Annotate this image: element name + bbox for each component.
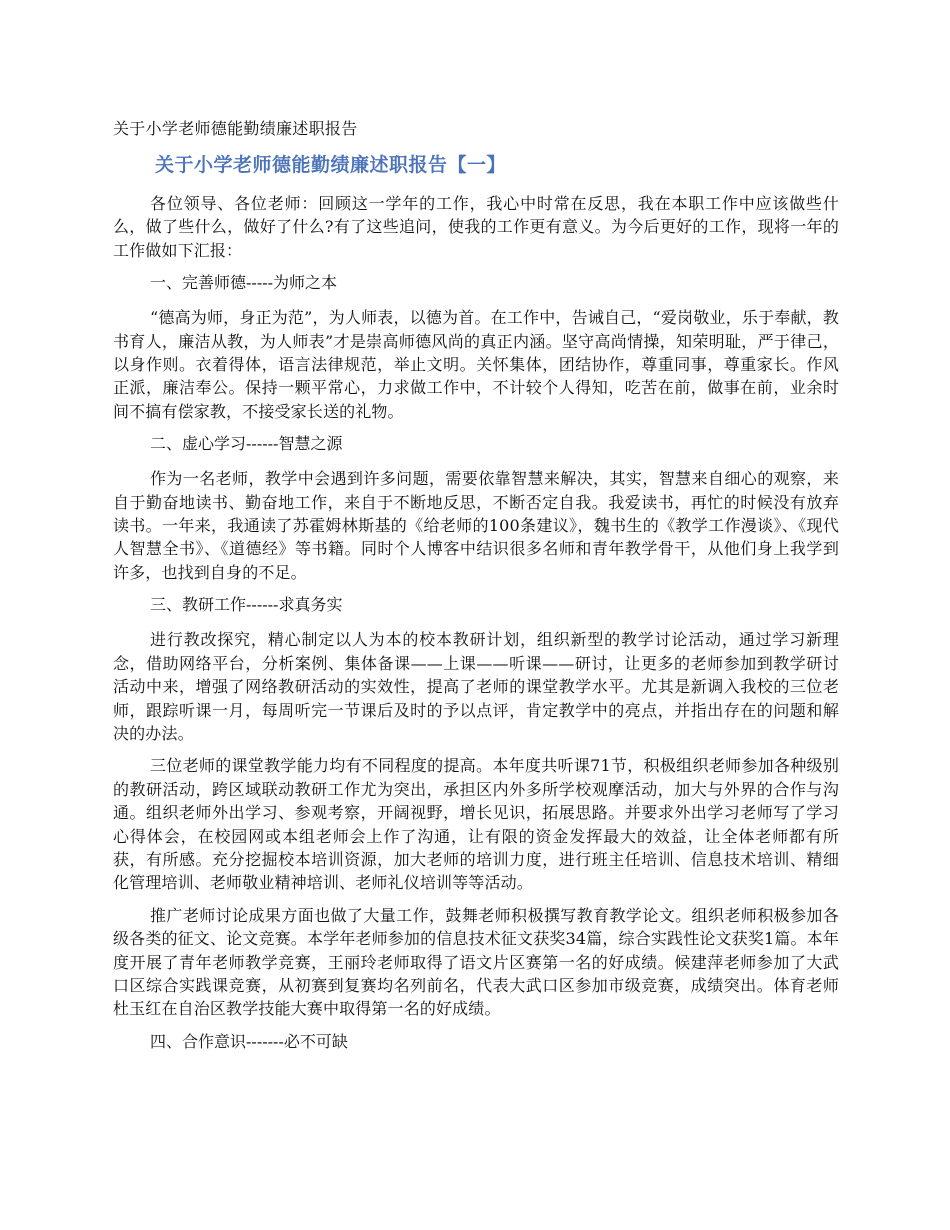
section-3-paragraph-2: 三位老师的课堂教学能力均有不同程度的提高。本年度共听课71节，积极组织老师参加各种级别的教研活动，跨区域联动教研工作尤为突出，承担区内外多所学校观摩活动，加大与外界的合作与沟通。组织老师外出学习、参观考察，开阔视野，增长见识，拓展思路。并要求外出学习老师写了学习心得体会，在校园网或本组老师会上作了沟通，让有限的资金发挥最大的效益，让全体老师都有所获，有所感。充分挖掘校本培训资源，加大老师的培训力度，进行班主任培训、信息技术培训、精细化管理培训、老师敬业精神培训、老师礼仪培训等等活动。 [113,756,839,893]
section-2-paragraph: 作为一名老师，教学中会遇到许多问题，需要依靠智慧来解决，其实，智慧来自细心的观察，来自于勤奋地读书、勤奋地工作，来自于不断地反思，不断否定自我。我爱读书，再忙的时候没有放弃读书。一年来，我通读了苏霍姆林斯基的《给老师的100条建议》，魏书生的《教学工作漫谈》、《现代人智慧全书》、《道德经》等书籍。同时个人博客中结识很多名师和青年教学骨干，从他们身上我学到许多，也找到自身的不足。 [113,469,839,582]
section-1-paragraph: “德高为师，身正为范”，为人师表，以德为首。在工作中，告诫自己，“爱岗敬业，乐于奉献，教书育人，廉洁从教，为人师表”才是崇高师德风尚的真正内涵。坚守高尚情操，知荣明耻，严于律己，以身作则。衣着得体，语言法律规范，举止文明。关怀集体，团结协作，尊重同事，尊重家长。作风正派，廉洁奉公。保持一颗平常心，力求做工作中，不计较个人得知，吃苦在前，做事在前，业余时间不搞有偿家教，不接受家长送的礼物。 [113,308,839,421]
section-3-paragraph-3: 推广老师讨论成果方面也做了大量工作，鼓舞老师积极撰写教育教学论文。组织老师积极参加各级各类的征文、论文竞赛。本学年老师参加的信息技术征文获奖34篇，综合实践性论文获奖1篇。本年度开展了青年老师教学竞赛，王丽玲老师取得了语文片区赛第一名的好成绩。候建萍老师参加了大武口区综合实践课竞赛，从初赛到复赛均名列前名，代表大武口区参加市级竞赛，成绩突出。体育老师杜玉红在自治区教学技能大赛中取得第一名的好成绩。 [113,905,839,1019]
document-title: 关于小学老师德能勤绩廉述职报告 [113,119,358,138]
section-2-title: 二、虚心学习------智慧之源 [150,434,343,454]
document-page [113,118,839,1065]
section-3-paragraph-1: 进行教改探究，精心制定以人为本的校本教研计划，组织新型的教学讨论活动，通过学习新理念，借助网络平台，分析案例、集体备课——上课——听课——研讨，让更多的老师参加到教学研讨活动中来，增强了网络教研活动的实效性，提高了老师的课堂教学水平。尤其是新调入我校的三位老师，跟踪听课一月，每周听完一节课后及时的予以点评，肯定教学中的亮点，并指出存在的问题和解决的办法。 [113,630,839,743]
intro-paragraph: 各位领导、各位老师：回顾这一学年的工作，我心中时常在反思，我在本职工作中应该做些什么，做了些什么，做好了什么?有了这些追问，使我的工作更有意义。为今后更好的工作，现将一年的工作做如下汇报： [113,194,839,260]
section-1-title: 一、完善师德-----为师之本 [150,273,338,293]
main-heading: 关于小学老师德能勤绩廉述职报告【一】 [155,154,507,176]
section-4-title: 四、合作意识-------必不可缺 [150,1031,348,1051]
section-3-title: 三、教研工作------求真务实 [150,595,343,615]
